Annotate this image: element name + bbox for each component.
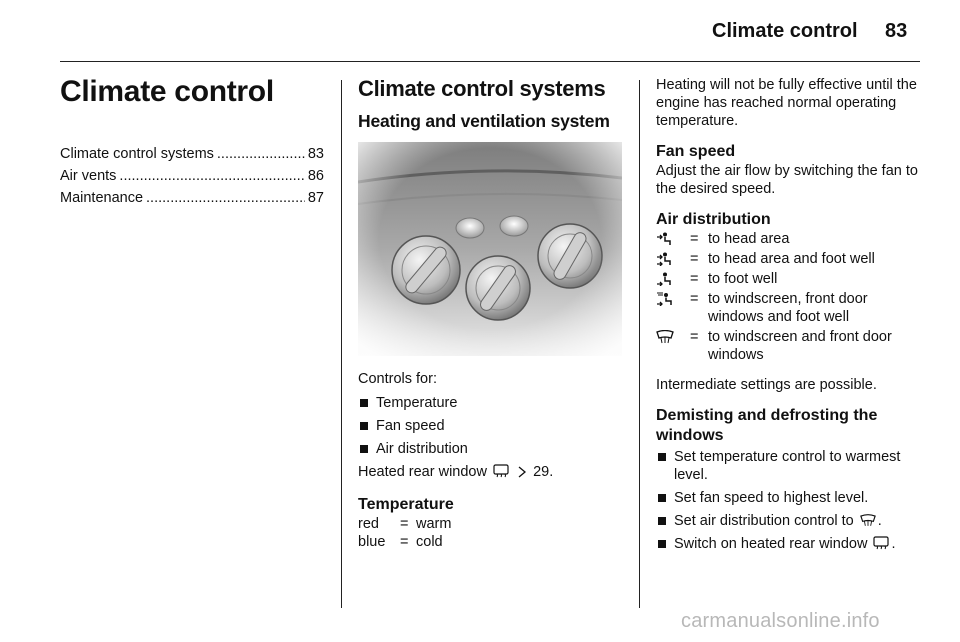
controls-list [358,394,622,458]
heated-rear-window-note [358,463,622,481]
temp-value: warm [416,516,452,532]
watermark: carmanualsonline.info [681,610,880,632]
running-header-title: Climate control [712,20,858,42]
chapter-title: Climate control [60,75,274,108]
table-row [656,250,922,268]
equals-sign: = [400,534,409,550]
middle-column [358,72,622,551]
heating-note: Heating will not be fully effective until the engine has reached normal operating temperature. [656,77,917,129]
list-item: Set fan speed to highest level. [656,489,922,507]
toc-entry[interactable] [60,190,324,212]
air-distribution-table [656,230,922,364]
equals-sign: = [690,291,699,307]
rear-window-heater-icon [493,464,509,478]
table-row [656,290,922,326]
list-item: Fan speed [358,417,622,435]
windscreen-icon [860,514,876,527]
column-divider-2 [639,80,640,608]
toc-page: 86 [307,168,324,184]
equals-sign: = [400,516,409,532]
air-distribution-text: to head area [708,231,790,247]
temp-key: blue [358,534,386,550]
toc-entry[interactable] [60,168,324,190]
toc-label: Maintenance [60,190,144,206]
air-distribution-text: to foot well [708,271,778,287]
step-text: Switch on heated rear window [674,536,868,552]
windscreen-foot-icon [656,292,674,306]
page-reference-icon [517,466,527,478]
toc-entry[interactable] [60,146,324,168]
page-number: 83 [885,20,908,42]
table-row [656,270,922,288]
demisting-steps [656,448,922,553]
temp-value: cold [416,534,443,550]
table-row [656,328,922,364]
toc-leader [119,168,304,184]
column-divider-1 [341,80,342,608]
heated-rear-window-page-ref[interactable]: 29. [533,464,554,480]
equals-sign: = [690,329,699,345]
section-title: Climate control systems [358,76,606,101]
toc-page: 83 [307,146,324,162]
step-text: Set air distribution control to [674,513,854,529]
table-row [656,230,922,248]
toc-label: Air vents [60,168,117,184]
rear-window-heater-icon [873,536,889,550]
list-item: Temperature [358,394,622,412]
temperature-heading: Temperature [358,496,454,513]
left-column [60,72,324,212]
table-row [358,533,622,551]
header-rule [60,61,920,62]
air-distribution-text: to head area and foot well [708,251,875,267]
toc-page: 87 [307,190,324,206]
list-item: Set air distribution control to . [656,512,922,530]
climate-control-panel-photo [358,142,622,356]
air-distribution-heading: Air distribution [656,211,771,228]
equals-sign: = [690,271,699,287]
list-item: Set temperature control to warmest level. [656,448,922,484]
head-area-icon [656,232,674,246]
right-column [656,76,922,558]
demisting-heading: Demisting and defrosting the windows [656,407,878,444]
intermediate-settings-note: Intermediate settings are possible. [656,377,877,393]
controls-intro: Controls for: [358,371,437,387]
air-distribution-text: to windscreen, front door windows and foot well [708,291,868,325]
head-foot-icon [656,252,674,266]
list-item: Switch on heated rear window . [656,535,922,553]
table-row [358,515,622,533]
temperature-table [358,515,622,551]
toc-leader [146,190,305,206]
equals-sign: = [690,251,699,267]
fan-speed-text: Adjust the air flow by switching the fan to the desired speed. [656,163,918,197]
foot-well-icon [656,272,674,286]
table-of-contents [60,146,324,212]
windscreen-icon [656,330,674,344]
fan-speed-heading: Fan speed [656,143,736,160]
air-distribution-text: to windscreen and front door windows [708,329,892,363]
equals-sign: = [690,231,699,247]
toc-leader [217,146,305,162]
list-item: Air distribution [358,440,622,458]
heated-rear-window-text: Heated rear window [358,464,487,480]
subsection-title: Heating and ventilation system [358,111,610,131]
temp-key: red [358,516,379,532]
toc-label: Climate control systems [60,146,214,162]
